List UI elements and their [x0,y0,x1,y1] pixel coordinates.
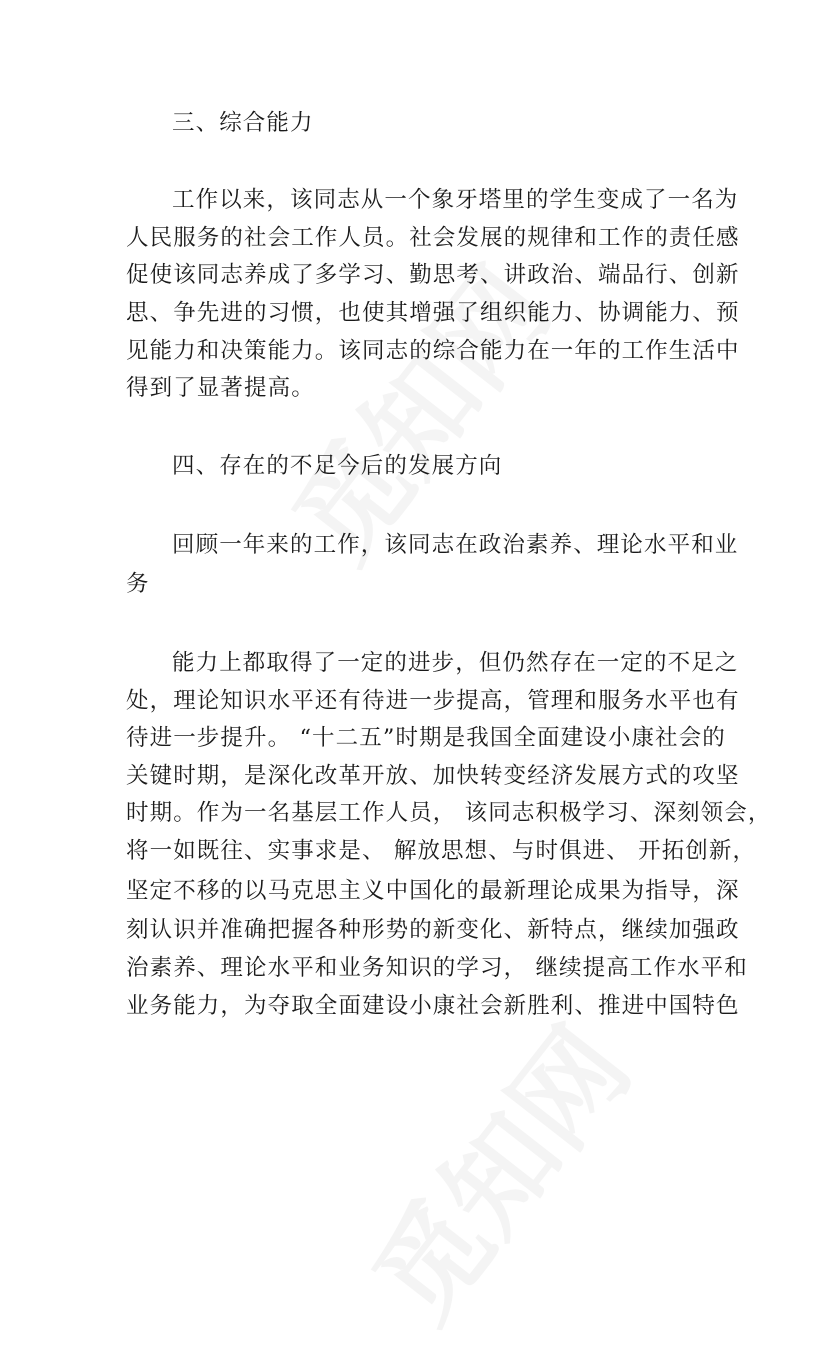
paragraph-line: 见能力和决策能力。该同志的综合能力在一年的工作生活中 [126,338,740,364]
section-heading-3: 三、综合能力 [172,110,314,136]
paragraph-line: 处，理论知识水平还有待进一步提高，管理和服务水平也有 [126,688,740,714]
paragraph-line: 得到了显著提高。 [126,375,315,401]
paragraph-line: 回顾一年来的工作，该同志在政治素养、理论水平和业 [172,532,739,558]
paragraph-line: 工作以来，该同志从一个象牙塔里的学生变成了一名为 [172,187,739,213]
paragraph-line: 待进一步提升。 “十二五”时期是我国全面建设小康社会的 [126,725,726,751]
section-heading-4: 四、存在的不足今后的发展方向 [172,453,503,479]
paragraph-line: 时期。作为一名基层工作人员， 该同志积极学习、深刻领会， [126,800,772,826]
paragraph-line: 促使该同志养成了多学习、勤思考、讲政治、端品行、创新 [126,262,740,288]
watermark-bottom [331,990,659,1347]
paragraph-line: 能力上都取得了一定的进步，但仍然存在一定的不足之 [172,650,739,676]
paragraph-line: 关键时期，是深化改革开放、加快转变经济发展方式的攻坚 [126,763,740,789]
paragraph-line: 思、争先进的习惯，也使其增强了组织能力、协调能力、预 [126,300,740,326]
paragraph-line: 刻认识并准确把握各种形势的新变化、新特点，继续加强政 [126,917,740,943]
paragraph-line: 业务能力，为夺取全面建设小康社会新胜利、推进中国特色 [126,993,740,1019]
paragraph-line: 务 [126,571,150,597]
paragraph-line: 治素养、理论水平和业务知识的学习， 继续提高工作水平和 [126,955,748,981]
paragraph-line: 人民服务的社会工作人员。社会发展的规律和工作的责任感 [126,225,740,251]
paragraph-line: 坚定不移的以马克思主义中国化的最新理论成果为指导，深 [126,878,740,904]
paragraph-line: 将一如既往、实事求是、 解放思想、与时俱进、 开拓创新， [126,838,757,864]
